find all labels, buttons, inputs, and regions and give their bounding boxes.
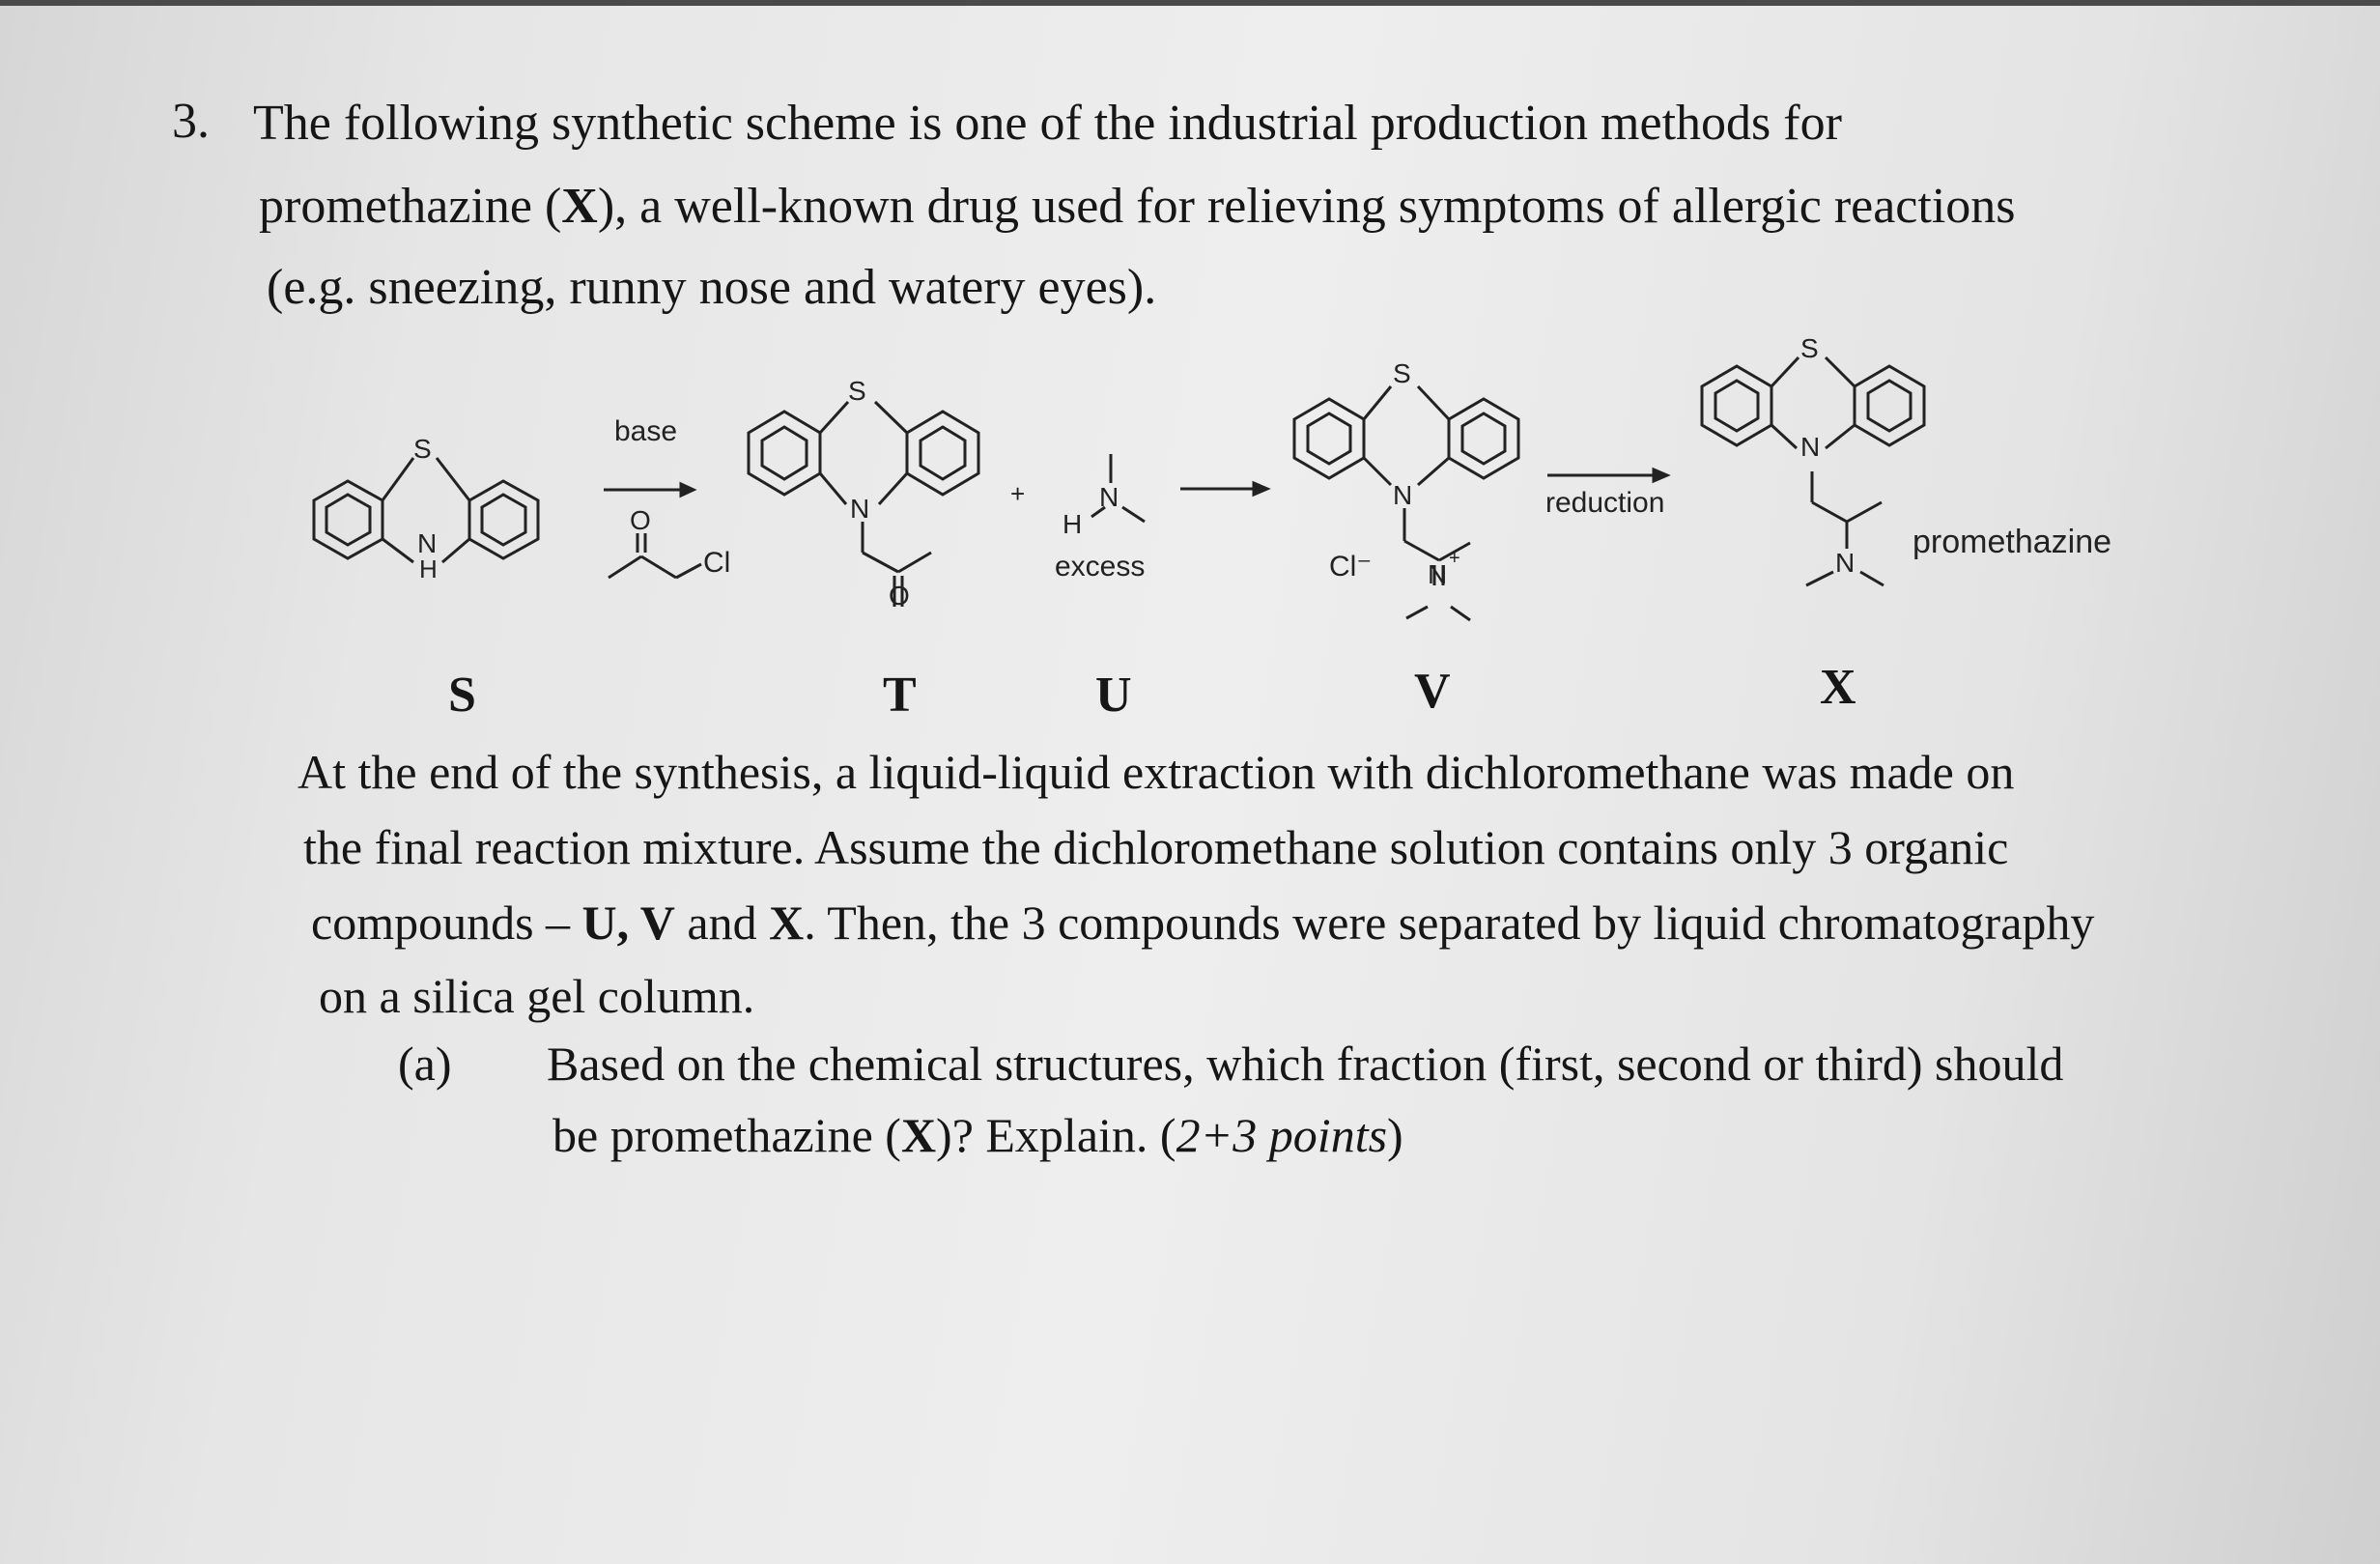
- cl-label: Cl: [703, 547, 731, 579]
- base-label: base: [614, 415, 678, 447]
- part-a-label: (a): [398, 1037, 452, 1091]
- chloroacetone-structure: [609, 533, 701, 578]
- v-plus-sup: +: [1449, 548, 1460, 569]
- n-atom-label: N: [417, 528, 438, 558]
- part-a-line-2: be promethazine (X)? Explain. (2+3 points): [552, 1108, 1403, 1162]
- compound-x-structure: [1702, 357, 1924, 585]
- u-n-label: N: [1099, 482, 1119, 512]
- u-h-label: H: [1062, 509, 1083, 539]
- v-nplus-label: N: [1428, 559, 1448, 589]
- label-u: U: [1095, 668, 1132, 723]
- x-n-label: N: [1800, 432, 1821, 462]
- arrow-base: [604, 484, 694, 496]
- o-atom-label: O: [630, 505, 651, 535]
- promethazine-label: promethazine: [1912, 524, 2112, 560]
- v-n-label: N: [1393, 480, 1413, 510]
- part-a-line-1: Based on the chemical structures, which fraction (first, second or third) should: [547, 1037, 2064, 1091]
- label-t: T: [883, 668, 917, 723]
- paragraph-line-2: the final reaction mixture. Assume the dichloromethane solution contains only 3 organic: [303, 820, 2009, 874]
- paragraph-line-4: on a silica gel column.: [319, 969, 755, 1023]
- chloride-label: Cl⁻: [1329, 551, 1373, 583]
- question-line-2: promethazine (X), a well-known drug used for relieving symptoms of allergic reactions: [259, 179, 2016, 234]
- h-atom-label: H: [419, 555, 438, 583]
- x-n2-label: N: [1835, 548, 1856, 578]
- arrow-to-v: [1180, 483, 1267, 495]
- t-n-label: N: [850, 494, 870, 524]
- v-s-label: S: [1393, 358, 1411, 388]
- paragraph-line-1: At the end of the synthesis, a liquid-liquid extraction with dichloromethane was made on: [298, 745, 2015, 799]
- t-s-label: S: [848, 376, 866, 406]
- question-line-3: (e.g. sneezing, runny nose and watery eyes).: [267, 260, 1157, 315]
- paragraph-line-3: compounds – U, V and X. Then, the 3 compounds were separated by liquid chromatography: [311, 896, 2095, 950]
- excess-label: excess: [1055, 551, 1146, 583]
- label-x: X: [1820, 660, 1856, 715]
- question-number: 3.: [172, 94, 210, 149]
- x-s-label: S: [1800, 333, 1819, 363]
- label-v: V: [1414, 664, 1451, 719]
- label-s: S: [448, 668, 476, 723]
- t-o-label: O: [889, 581, 910, 611]
- reduction-label: reduction: [1545, 487, 1665, 519]
- question-line-1: The following synthetic scheme is one of the industrial production methods for: [253, 96, 1842, 151]
- arrow-reduction: [1547, 469, 1667, 481]
- s-atom-label: S: [413, 434, 432, 464]
- plus-sign: +: [1010, 479, 1026, 508]
